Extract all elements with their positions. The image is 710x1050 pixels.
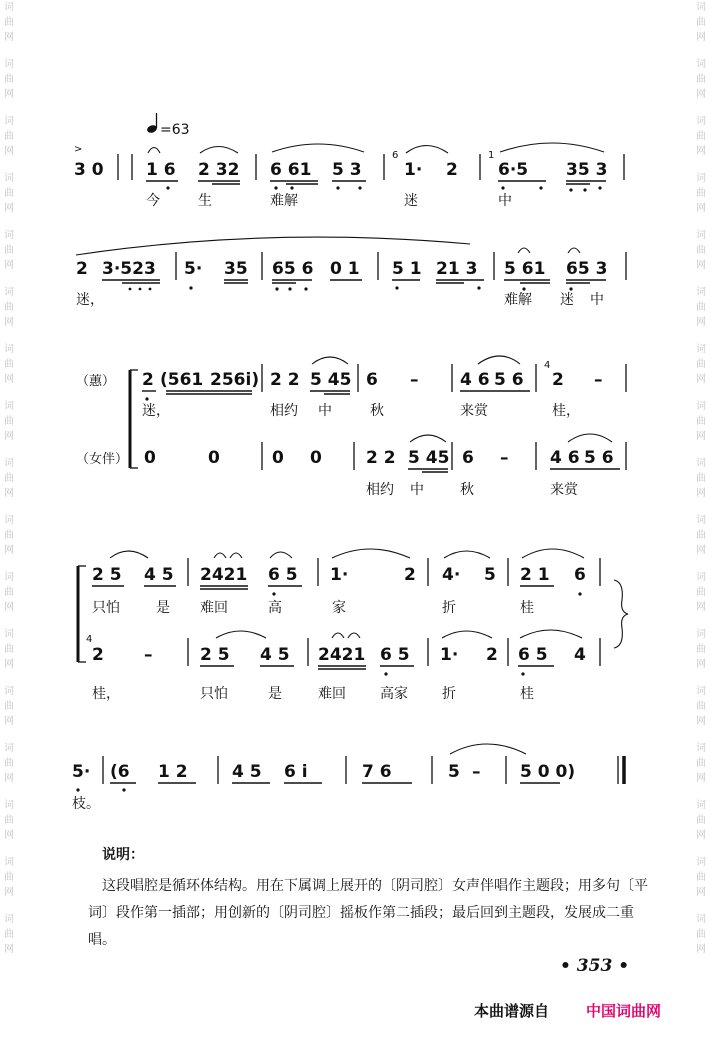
note-group: 5· [72, 762, 91, 782]
note-group: 3 0 [74, 160, 104, 180]
lyric: 难回 [318, 686, 346, 702]
note-group: 2 2 [270, 370, 300, 390]
note-group: 5 0 0) [520, 762, 576, 782]
note-group: 5 3 [332, 160, 362, 180]
note-group: 6 [574, 565, 586, 585]
note-group: 5· [184, 259, 203, 279]
lyric: 桂， [552, 403, 580, 419]
note-group: 2 5 [200, 645, 230, 665]
lyric: 相约 [366, 482, 394, 498]
note-group: 0 [272, 448, 284, 468]
note-group: – [410, 370, 419, 390]
lyric: 秋 [460, 482, 474, 498]
footer-site-link[interactable]: 中国词曲网 [586, 1002, 662, 1020]
note-group: 5 45 [408, 448, 450, 468]
note-group: 6 [366, 370, 378, 390]
lyric: 桂 [520, 600, 534, 616]
lyric: 迷 [560, 292, 574, 308]
lyric: 只怕 [200, 686, 228, 702]
lyric: 高家 [380, 686, 408, 702]
note-group: 2 [446, 160, 458, 180]
note-group: 2421 [318, 645, 366, 665]
note-group: 2 2 [366, 448, 396, 468]
lyric: 枝。 [72, 796, 100, 812]
note-group: 6 5 [518, 645, 548, 665]
note-group: 1 6 [146, 160, 176, 180]
note-group: 1· [440, 645, 459, 665]
lyric: 难解 [504, 292, 532, 308]
note-group: 4 6 [460, 370, 490, 390]
note-group: 2421 [200, 565, 248, 585]
score-line-3 [76, 356, 626, 419]
note-group: 6 5 [268, 565, 298, 585]
lyric: 中 [410, 482, 424, 498]
watermark-right: 词曲网 词曲网 词曲网 词曲网 词曲网 词曲网 词曲网 词曲网 词曲网 词曲网 词曲网 词曲网 词曲网 词曲网 词曲网 词曲网 词曲网 [696, 2, 706, 955]
score-line-4 [76, 434, 626, 498]
note-group: 1· [330, 565, 349, 585]
lyric: 是 [268, 686, 282, 702]
note-group: 4 5 [144, 565, 174, 585]
note-group: 0 [208, 448, 220, 468]
note-group: – [472, 762, 481, 782]
lyric: 迷 [404, 193, 418, 209]
lyric: 中 [318, 403, 332, 419]
svg-text:1: 1 [488, 150, 495, 161]
note-group: 5 [448, 762, 460, 782]
footer-source-label: 本曲谱源自 [474, 1002, 550, 1020]
svg-text:>: > [74, 144, 83, 155]
note-group: – [500, 448, 509, 468]
page-number: • 353 • [560, 956, 630, 976]
explanation-text: 这段唱腔是循环体结构。用在下属调上展开的〔阴司腔〕女声伴唱作主题段；用多句〔平词〕段作第一插部；用创新的〔阴司腔〕摇板作第二插段；最后回到主题段，发展成二重唱。 [88, 878, 648, 948]
note-group: 2 32 [198, 160, 240, 180]
note-group: (6 [110, 762, 130, 782]
lyric: 桂， [92, 686, 120, 702]
lyric: 今 [146, 193, 160, 209]
explanation-title: 说明： [102, 847, 144, 863]
note-group: 2 [92, 645, 104, 665]
lyric: 家 [332, 600, 346, 616]
lyric: 中 [498, 193, 512, 209]
score-line-1 [74, 143, 624, 209]
note-group: 65 3 [566, 259, 608, 279]
note-group: 65 6 [272, 259, 314, 279]
part-label-chorus: （女伴） [76, 452, 129, 467]
svg-text:4: 4 [86, 634, 93, 645]
lyric: 高 [268, 600, 282, 616]
note-group: 2 1 [520, 565, 550, 585]
note-group: 6 [462, 448, 474, 468]
note-group: 4 5 [260, 645, 290, 665]
lyric: 生 [198, 193, 212, 209]
note-group: 0 [310, 448, 322, 468]
tempo-mark [146, 113, 189, 138]
note-group: 2 [552, 370, 564, 390]
svg-text:4: 4 [544, 360, 551, 371]
note-group: 5 45 [310, 370, 352, 390]
lyric: 来赏 [460, 403, 488, 419]
note-group: 4 6 [550, 448, 580, 468]
lyric: 折 [442, 686, 456, 702]
note-group: 0 1 [330, 259, 360, 279]
note-group: 1 2 [158, 762, 188, 782]
lyric: 桂 [520, 686, 534, 702]
lyric: 难回 [200, 600, 228, 616]
lyric: 是 [156, 600, 170, 616]
note-group: 6 i [284, 762, 308, 782]
note-group: 7 6 [362, 762, 392, 782]
lyric: 折 [442, 600, 456, 616]
lyric: 秋 [370, 403, 384, 419]
note-group: 4 [574, 645, 586, 665]
lyric: 难解 [270, 193, 298, 209]
note-group: 2 5 [92, 565, 122, 585]
note-group: 21 3 [436, 259, 478, 279]
note-group: 2 [76, 259, 88, 279]
lyric: 迷， [76, 292, 104, 308]
note-group: 4 5 [232, 762, 262, 782]
score-line-5 [92, 549, 600, 616]
lyric: 来赏 [550, 482, 578, 498]
system-bracket-1 [130, 370, 138, 468]
note-group: 1· [404, 160, 423, 180]
note-group: – [144, 645, 153, 665]
note-group: (561 [160, 370, 204, 390]
score-line-2 [76, 237, 626, 308]
note-group: 5 1 [392, 259, 422, 279]
explanation-section [88, 842, 648, 954]
note-group: 0 [144, 448, 156, 468]
note-group: 35 3 [566, 160, 608, 180]
part-label-hui: （蕙） [76, 374, 116, 389]
note-group: 256i) [210, 370, 260, 390]
lyric: 迷， [142, 403, 170, 419]
note-group: 5 6 [494, 370, 524, 390]
note-group: 35 [224, 259, 248, 279]
lyric: 中 [590, 292, 604, 308]
note-group: 2 [486, 645, 498, 665]
note-group: 2 [404, 565, 416, 585]
note-group: 2 [142, 370, 154, 390]
note-group: 6·5 [498, 160, 529, 180]
note-group: 5 61 [504, 259, 546, 279]
note-group: 5 [484, 565, 496, 585]
note-group: 6 61 [270, 160, 312, 180]
watermark-left: 词曲网 词曲网 词曲网 词曲网 词曲网 词曲网 词曲网 词曲网 词曲网 词曲网 词曲网 词曲网 词曲网 词曲网 词曲网 词曲网 词曲网 [4, 2, 14, 955]
lyric: 只怕 [92, 600, 120, 616]
note-group: – [594, 370, 603, 390]
score-line-6 [86, 630, 600, 702]
note-group: 5 6 [584, 448, 614, 468]
lyric: 相约 [270, 403, 298, 419]
score-line-7 [72, 744, 624, 812]
note-group: 3·523 [102, 259, 156, 279]
note-group: 6 5 [380, 645, 410, 665]
note-group: 4· [442, 565, 461, 585]
svg-text:6: 6 [392, 150, 399, 161]
tempo-value: =63 [160, 122, 190, 138]
